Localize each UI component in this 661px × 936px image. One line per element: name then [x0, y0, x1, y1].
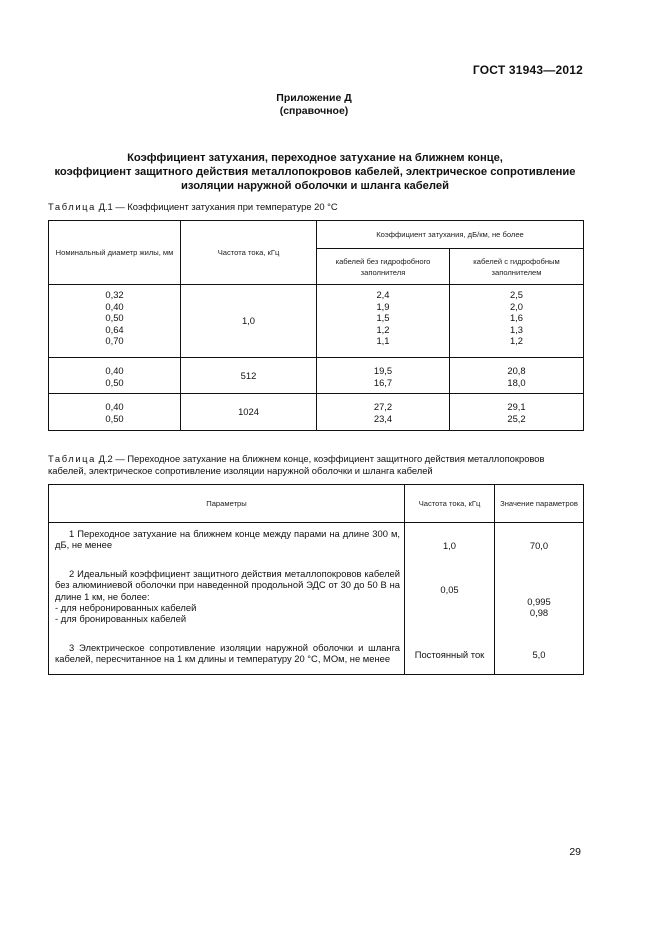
table-row [49, 358, 584, 394]
header-parameters: Параметры [49, 485, 405, 523]
table-row [49, 523, 584, 675]
table2-caption-line [48, 453, 544, 465]
header-frequency: Частота тока, кГц [405, 485, 495, 523]
parameter-2: 2 Идеальный коэффициент защитного действия металлопокровов кабелей без алюминиевой оболочки при наведенной продольной ЭДС от 30 до 50 В на длине 1 км, не более: [55, 567, 400, 602]
table1-caption-text: Д.1 — Коэффициент затухания при температуре 20 °С [95, 201, 338, 212]
parameter-2-item: - для небронированных кабелей [55, 602, 197, 614]
parameter-2-item: - для бронированных кабелей [55, 613, 187, 625]
table2-caption-line: кабелей, электрическое сопротивление изоляции наружной оболочки и шланга кабелей [48, 465, 433, 476]
page-number: 29 [569, 846, 581, 858]
frequency-value: Постоянный ток [414, 648, 485, 660]
annex-subtitle: (справочное) [279, 105, 349, 117]
no-filler-cell: 27,2 23,4 [317, 394, 450, 431]
header-attenuation: Коэффициент затухания, дБ/км, не более [317, 221, 584, 249]
heading-line: Коэффициент затухания, переходное затухание на ближнем конце, [127, 152, 503, 164]
frequency-cell: 1,0 [181, 285, 317, 358]
diameter-cell: 0,40 0,50 [49, 358, 181, 394]
value-cell [495, 523, 584, 675]
header-no-filler: кабелей без гидрофобного заполнителя [317, 249, 450, 285]
header-diameter: Номинальный диаметр жилы, мм [49, 221, 181, 285]
appendix-heading [48, 151, 582, 193]
table1-caption [48, 201, 338, 213]
diameter-cell: 0,32 0,40 0,50 0,64 0,70 [49, 285, 181, 358]
parameter-value: 0,98 [529, 607, 549, 619]
table2-caption-text: Д.2 — Переходное затухание на ближнем конце, коэффициент защитного действия металлопокровов [95, 453, 545, 464]
parameters-cell [49, 523, 405, 675]
parameter-1: 1 Переходное затухание на ближнем конце между парами на длине 300 м, дБ, не менее [55, 528, 400, 551]
annex-label [0, 92, 628, 118]
parameter-3: 3 Электрическое сопротивление изоляции наружной оболочки и шланга кабелей, пересчитанное на 1 км длины и температуру 20 °С, МОм, не менее [55, 641, 400, 665]
diameter-cell: 0,40 0,50 [49, 394, 181, 431]
header-with-filler: кабелей с гидрофобным заполнителем [450, 249, 584, 285]
frequency-value: 0,05 [440, 584, 459, 596]
header-value: Значение параметров [495, 485, 584, 523]
header-frequency: Частота тока, кГц [181, 221, 317, 285]
no-filler-cell: 19,5 16,7 [317, 358, 450, 394]
table-d2 [48, 484, 584, 675]
frequency-cell: 512 [181, 358, 317, 394]
table1-caption-word: Таблица [48, 201, 96, 212]
annex-title: Приложение Д [276, 92, 352, 104]
table-d1 [48, 220, 584, 431]
frequency-cell: 1024 [181, 394, 317, 431]
with-filler-cell: 2,5 2,0 1,6 1,3 1,2 [450, 285, 584, 358]
frequency-value: 1,0 [442, 540, 457, 551]
heading-line: коэффициент защитного действия металлопокровов кабелей, электрическое сопротивление [54, 166, 576, 178]
parameter-value: 0,995 [527, 596, 551, 607]
table-row [49, 285, 584, 358]
parameter-value: 5,0 [532, 648, 546, 660]
no-filler-cell: 2,4 1,9 1,5 1,2 1,1 [317, 285, 450, 358]
table2-caption [48, 453, 544, 477]
parameter-value: 70,0 [529, 540, 549, 551]
heading-line: изоляции наружной оболочки и шланга кабелей [181, 180, 449, 192]
with-filler-cell: 29,1 25,2 [450, 394, 584, 431]
table2-caption-word: Таблица [48, 453, 96, 464]
frequency-cell [405, 523, 495, 675]
table-row [49, 394, 584, 431]
with-filler-cell: 20,8 18,0 [450, 358, 584, 394]
standard-designation: ГОСТ 31943—2012 [472, 63, 583, 77]
